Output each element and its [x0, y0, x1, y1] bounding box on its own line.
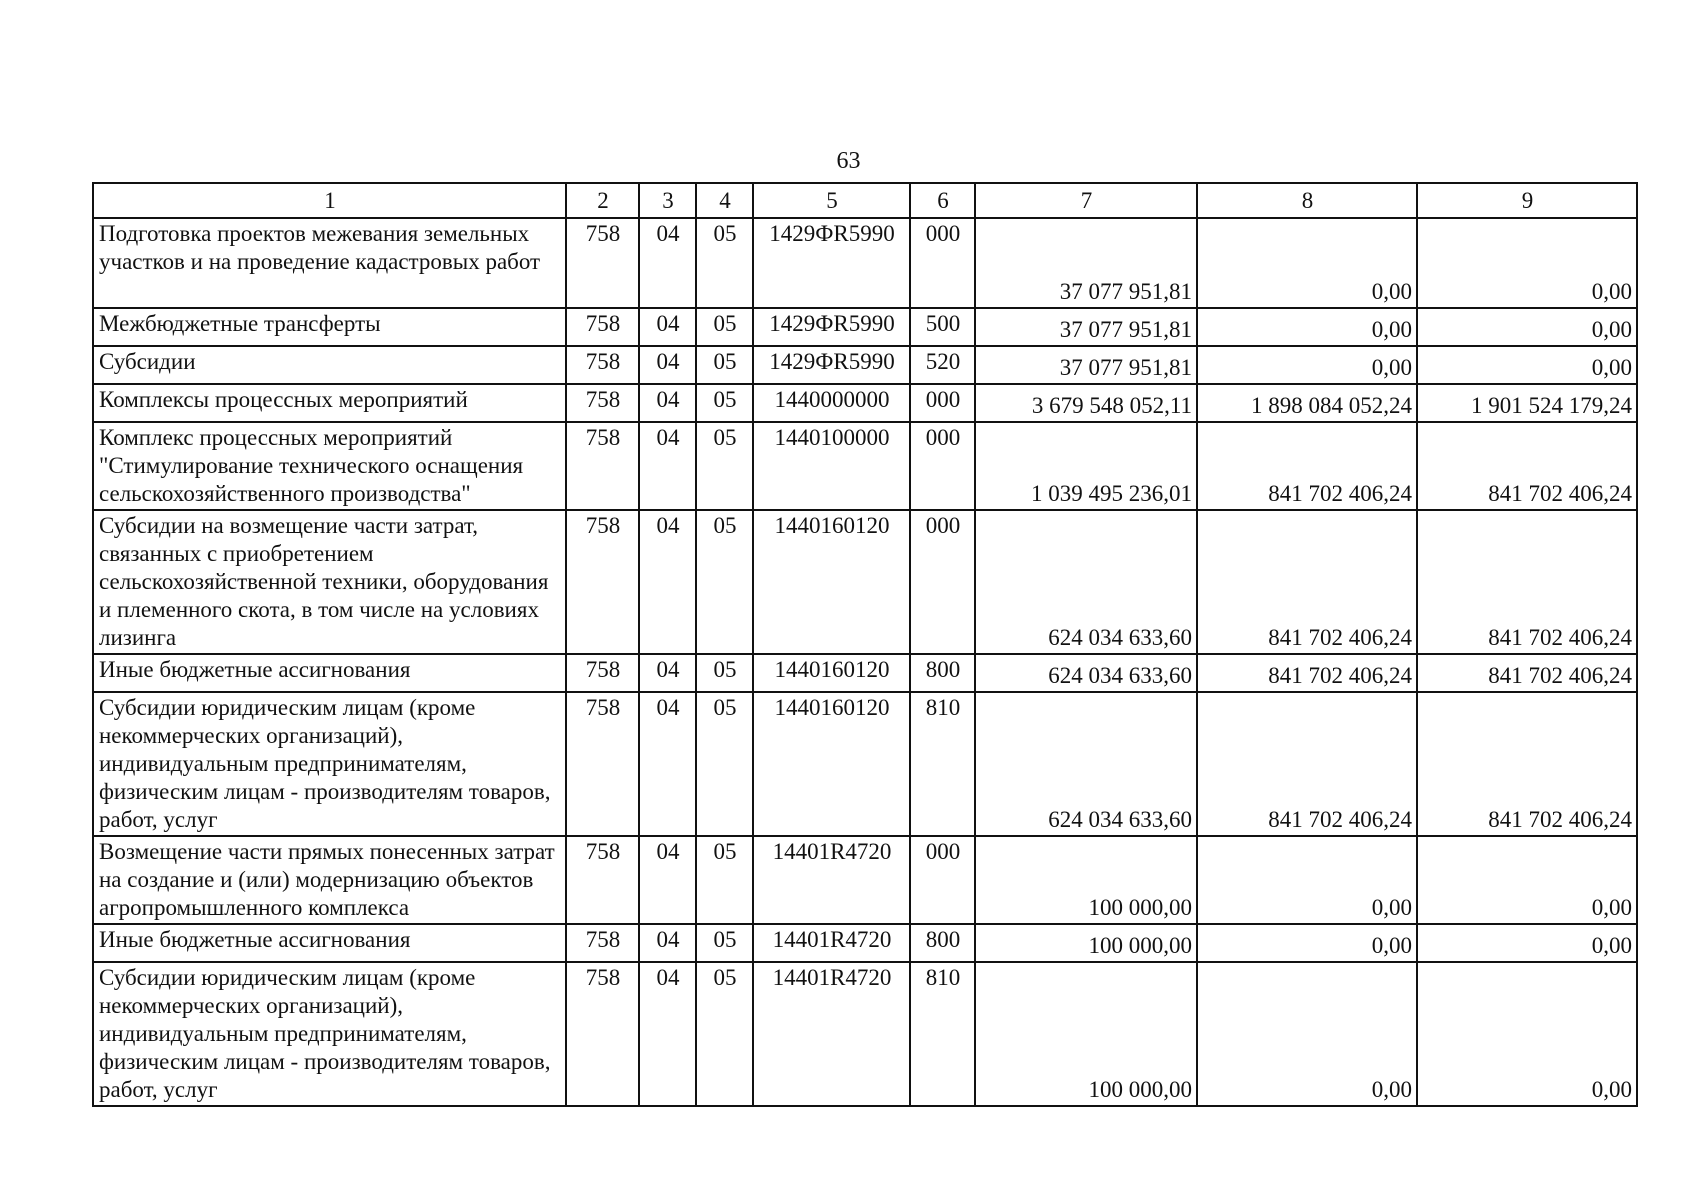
- target-article-code: 14401R4720: [753, 962, 910, 1106]
- ministry-code: 758: [566, 962, 639, 1106]
- section-code: 04: [639, 924, 696, 962]
- subsection-code: 05: [696, 654, 753, 692]
- ministry-code: 758: [566, 308, 639, 346]
- amount-col7: 37 077 951,81: [975, 218, 1197, 308]
- column-header: 6: [910, 183, 975, 218]
- subsection-code: 05: [696, 308, 753, 346]
- row-name: Подготовка проектов межевания земельных участков и на проведение кадастровых работ: [93, 218, 566, 308]
- ministry-code: 758: [566, 422, 639, 510]
- expense-type-code: 000: [910, 218, 975, 308]
- subsection-code: 05: [696, 422, 753, 510]
- table-row: [93, 308, 1637, 346]
- section-code: 04: [639, 962, 696, 1106]
- section-code: 04: [639, 218, 696, 308]
- table-row: [93, 654, 1637, 692]
- ministry-code: 758: [566, 924, 639, 962]
- amount-col8: 0,00: [1197, 962, 1417, 1106]
- subsection-code: 05: [696, 384, 753, 422]
- ministry-code: 758: [566, 218, 639, 308]
- subsection-code: 05: [696, 836, 753, 924]
- amount-col7: 100 000,00: [975, 836, 1197, 924]
- column-header: 9: [1417, 183, 1637, 218]
- target-article-code: 1429ФR5990: [753, 308, 910, 346]
- amount-col8: 841 702 406,24: [1197, 422, 1417, 510]
- expense-type-code: 000: [910, 836, 975, 924]
- amount-col9: 841 702 406,24: [1417, 510, 1637, 654]
- target-article-code: 14401R4720: [753, 924, 910, 962]
- amount-col8: 841 702 406,24: [1197, 510, 1417, 654]
- amount-col9: 0,00: [1417, 924, 1637, 962]
- row-name: Иные бюджетные ассигнования: [93, 924, 566, 962]
- table-row: [93, 962, 1637, 1106]
- section-code: 04: [639, 422, 696, 510]
- amount-col8: 0,00: [1197, 218, 1417, 308]
- row-name: Возмещение части прямых понесенных затрат на создание и (или) модернизацию объектов агропромышленного комплекса: [93, 836, 566, 924]
- column-header: 8: [1197, 183, 1417, 218]
- ministry-code: 758: [566, 384, 639, 422]
- section-code: 04: [639, 510, 696, 654]
- amount-col9: 0,00: [1417, 962, 1637, 1106]
- expense-type-code: 520: [910, 346, 975, 384]
- column-header: 1: [93, 183, 566, 218]
- section-code: 04: [639, 346, 696, 384]
- expense-type-code: 000: [910, 422, 975, 510]
- column-header: 3: [639, 183, 696, 218]
- amount-col8: 0,00: [1197, 346, 1417, 384]
- row-name: Комплексы процессных мероприятий: [93, 384, 566, 422]
- expense-type-code: 000: [910, 384, 975, 422]
- amount-col7: 624 034 633,60: [975, 654, 1197, 692]
- section-code: 04: [639, 692, 696, 836]
- subsection-code: 05: [696, 962, 753, 1106]
- amount-col9: 841 702 406,24: [1417, 692, 1637, 836]
- expense-type-code: 800: [910, 924, 975, 962]
- ministry-code: 758: [566, 654, 639, 692]
- ministry-code: 758: [566, 836, 639, 924]
- header-row: [93, 183, 1637, 218]
- amount-col8: 0,00: [1197, 836, 1417, 924]
- budget-table: [92, 182, 1638, 1107]
- table-row: [93, 924, 1637, 962]
- amount-col9: 841 702 406,24: [1417, 654, 1637, 692]
- target-article-code: 14401R4720: [753, 836, 910, 924]
- amount-col7: 624 034 633,60: [975, 692, 1197, 836]
- amount-col8: 0,00: [1197, 924, 1417, 962]
- amount-col9: 1 901 524 179,24: [1417, 384, 1637, 422]
- expense-type-code: 500: [910, 308, 975, 346]
- amount-col8: 841 702 406,24: [1197, 654, 1417, 692]
- expense-type-code: 800: [910, 654, 975, 692]
- row-name: Межбюджетные трансферты: [93, 308, 566, 346]
- expense-type-code: 810: [910, 692, 975, 836]
- row-name: Субсидии на возмещение части затрат, связанных с приобретением сельскохозяйственной техники, оборудования и племенного скота, в том числе на условиях лизинга: [93, 510, 566, 654]
- row-name: Субсидии: [93, 346, 566, 384]
- subsection-code: 05: [696, 346, 753, 384]
- target-article-code: 1440000000: [753, 384, 910, 422]
- row-name: Субсидии юридическим лицам (кроме некоммерческих организаций), индивидуальным предпринимателям, физическим лицам - производителям товаров, работ, услуг: [93, 692, 566, 836]
- amount-col7: 3 679 548 052,11: [975, 384, 1197, 422]
- target-article-code: 1440160120: [753, 692, 910, 836]
- amount-col7: 100 000,00: [975, 924, 1197, 962]
- subsection-code: 05: [696, 510, 753, 654]
- amount-col9: 841 702 406,24: [1417, 422, 1637, 510]
- amount-col7: 100 000,00: [975, 962, 1197, 1106]
- amount-col9: 0,00: [1417, 346, 1637, 384]
- target-article-code: 1429ФR5990: [753, 346, 910, 384]
- column-header: 5: [753, 183, 910, 218]
- amount-col8: 1 898 084 052,24: [1197, 384, 1417, 422]
- target-article-code: 1440100000: [753, 422, 910, 510]
- table-row: [93, 510, 1637, 654]
- amount-col9: 0,00: [1417, 218, 1637, 308]
- table-row: [93, 422, 1637, 510]
- ministry-code: 758: [566, 692, 639, 836]
- row-name: Комплекс процессных мероприятий "Стимулирование технического оснащения сельскохозяйственного производства": [93, 422, 566, 510]
- amount-col9: 0,00: [1417, 836, 1637, 924]
- ministry-code: 758: [566, 510, 639, 654]
- section-code: 04: [639, 654, 696, 692]
- table-row: [93, 346, 1637, 384]
- amount-col7: 624 034 633,60: [975, 510, 1197, 654]
- amount-col8: 0,00: [1197, 308, 1417, 346]
- table-row: [93, 692, 1637, 836]
- table-row: [93, 836, 1637, 924]
- subsection-code: 05: [696, 692, 753, 836]
- row-name: Субсидии юридическим лицам (кроме некоммерческих организаций), индивидуальным предпринимателям, физическим лицам - производителям товаров, работ, услуг: [93, 962, 566, 1106]
- column-header: 2: [566, 183, 639, 218]
- expense-type-code: 000: [910, 510, 975, 654]
- amount-col7: 1 039 495 236,01: [975, 422, 1197, 510]
- amount-col8: 841 702 406,24: [1197, 692, 1417, 836]
- row-name: Иные бюджетные ассигнования: [93, 654, 566, 692]
- section-code: 04: [639, 308, 696, 346]
- ministry-code: 758: [566, 346, 639, 384]
- subsection-code: 05: [696, 218, 753, 308]
- table-row: [93, 218, 1637, 308]
- column-header: 7: [975, 183, 1197, 218]
- section-code: 04: [639, 836, 696, 924]
- target-article-code: 1429ФR5990: [753, 218, 910, 308]
- amount-col7: 37 077 951,81: [975, 346, 1197, 384]
- amount-col9: 0,00: [1417, 308, 1637, 346]
- expense-type-code: 810: [910, 962, 975, 1106]
- amount-col7: 37 077 951,81: [975, 308, 1197, 346]
- section-code: 04: [639, 384, 696, 422]
- subsection-code: 05: [696, 924, 753, 962]
- page-number: 63: [836, 148, 861, 174]
- target-article-code: 1440160120: [753, 510, 910, 654]
- column-header: 4: [696, 183, 753, 218]
- target-article-code: 1440160120: [753, 654, 910, 692]
- table-row: [93, 384, 1637, 422]
